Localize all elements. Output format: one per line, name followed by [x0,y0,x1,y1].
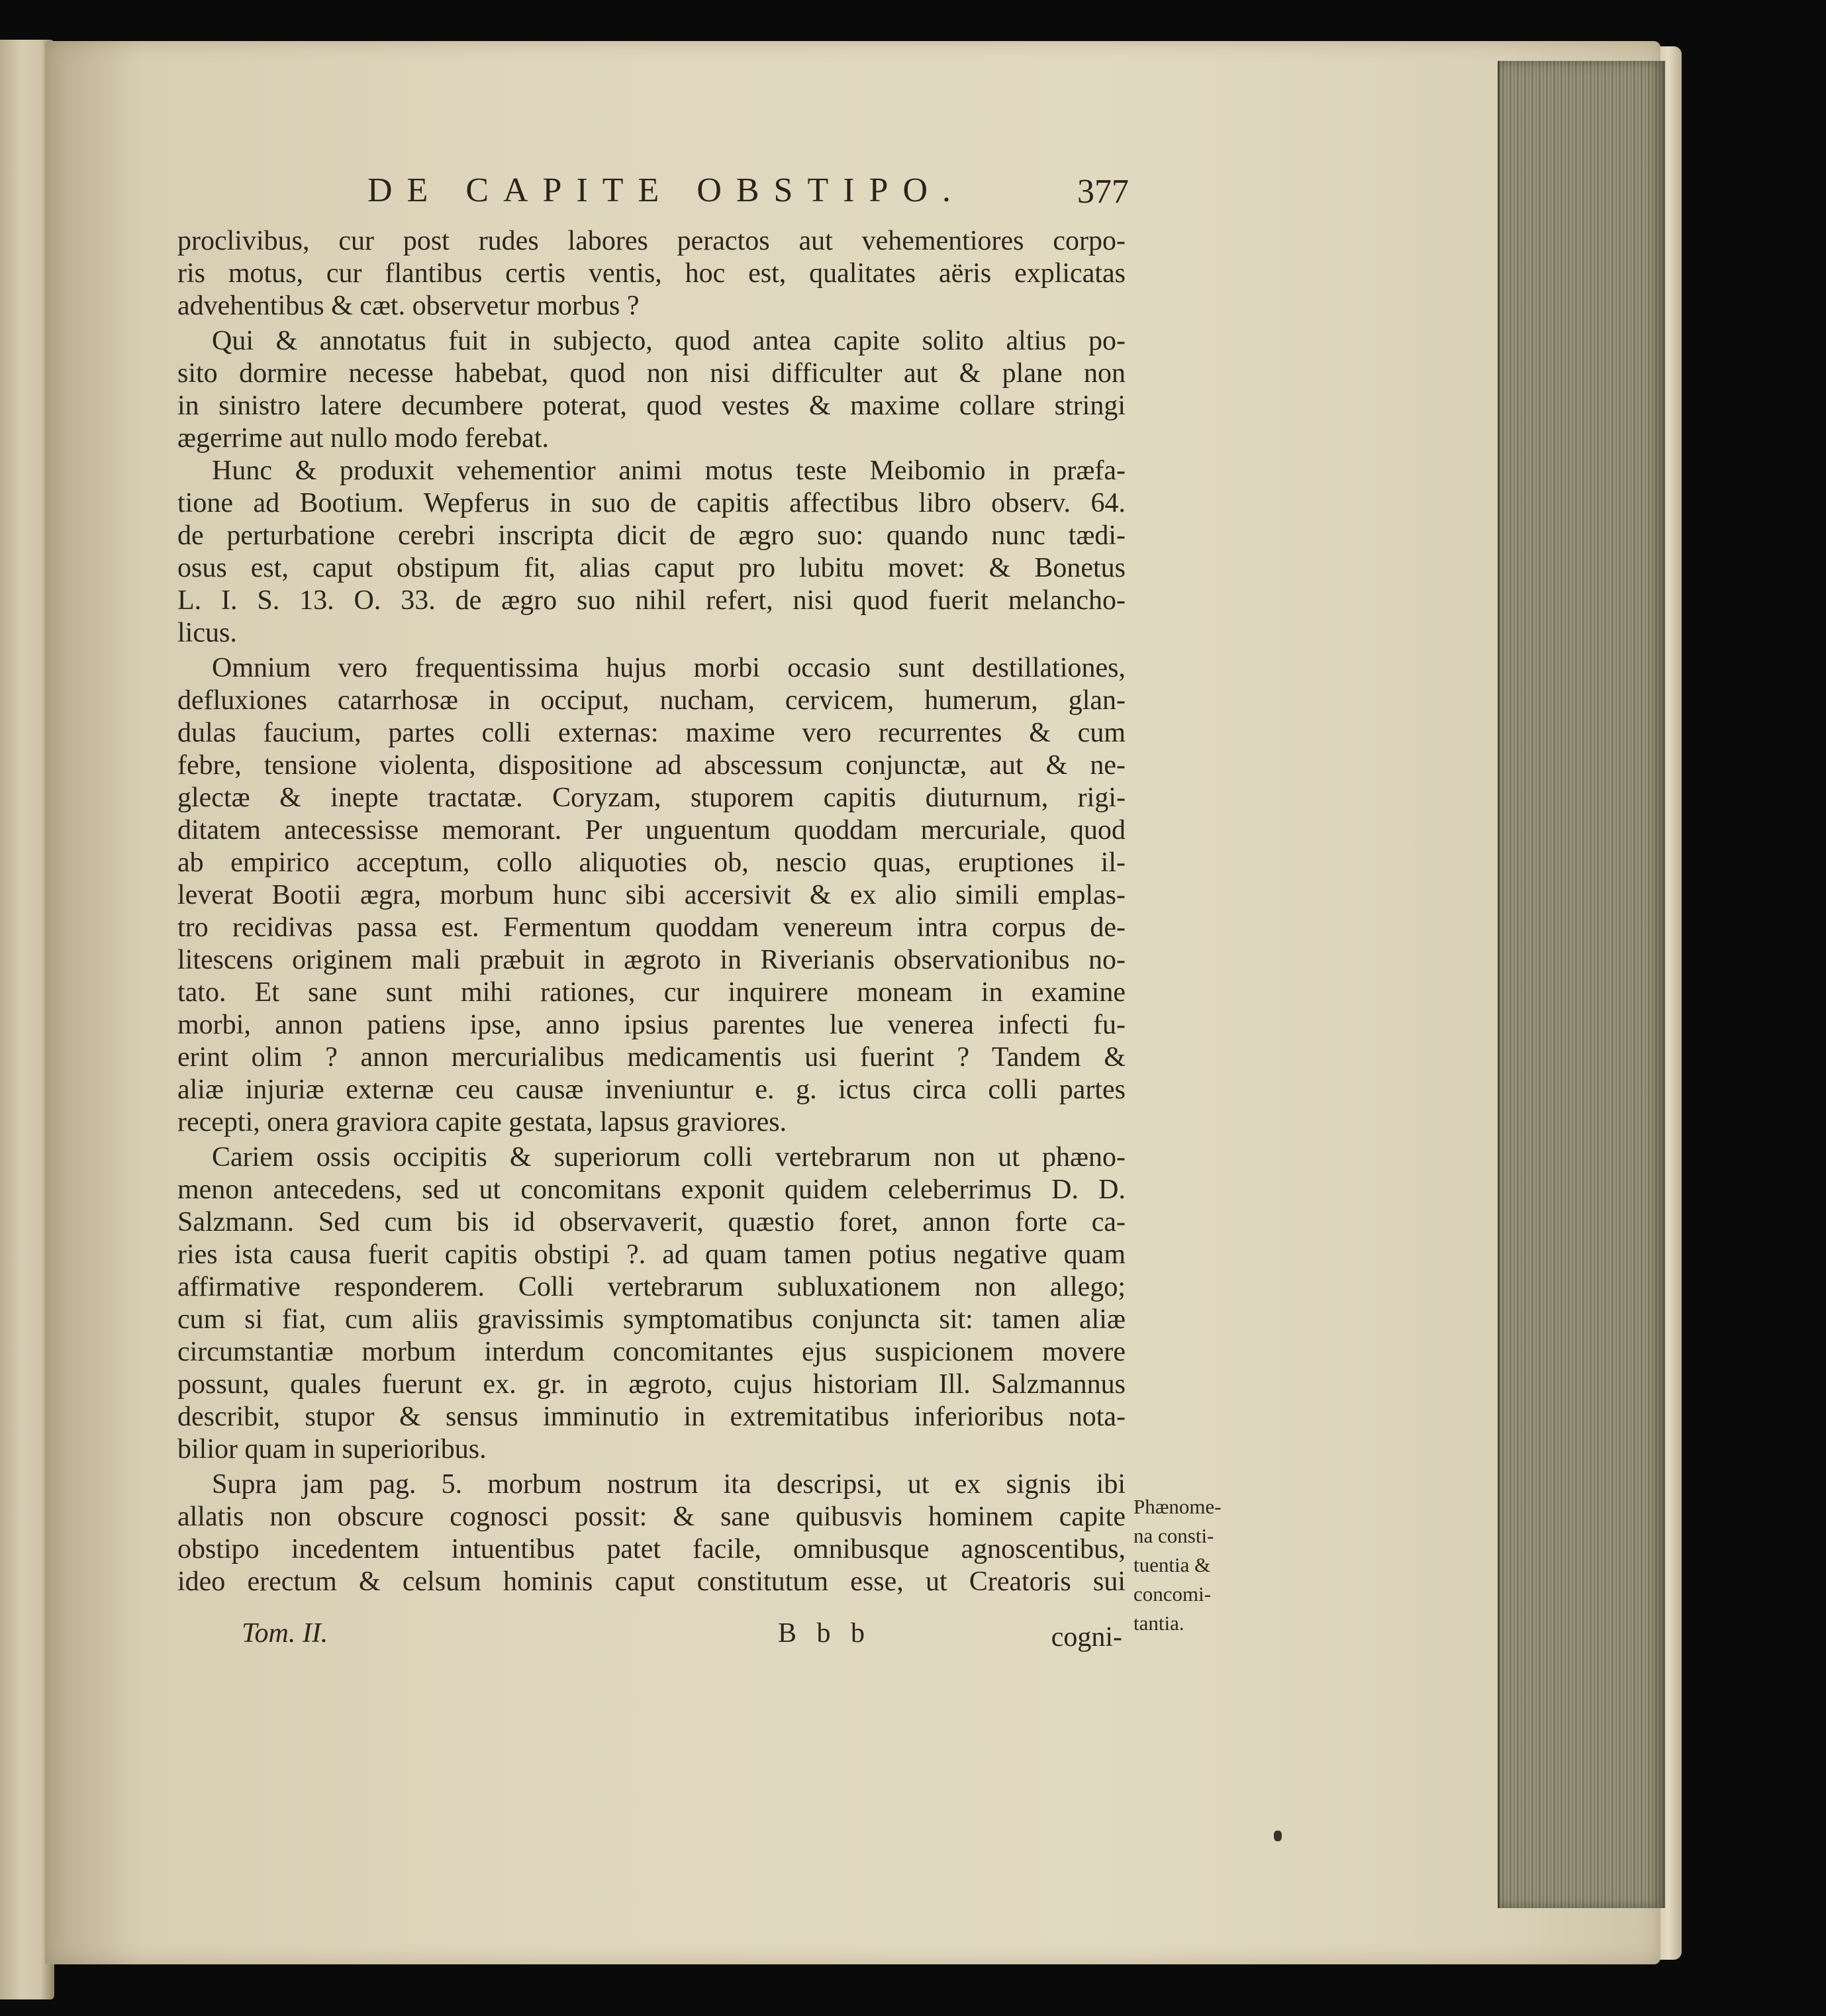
text-line: erint olim ? annon mercurialibus medicamentis usi fuerint ? Tandem & [177,1042,1126,1073]
text-line: litescens originem mali præbuit in ægroto in Riverianis observationibus no- [177,945,1126,975]
text-line: dulas faucium, partes colli externas: maxime vero recurrentes & cum [177,718,1126,748]
text-line: L. I. S. 13. O. 33. de ægro suo nihil refert, nisi quod fuerit melancho- [177,585,1126,616]
marginal-note-line: concomi- [1133,1582,1212,1606]
text-line: menon antecedens, sed ut concomitans exponit quidem celeberrimus D. D. [177,1175,1126,1205]
text-line: tro recidivas passa est. Fermentum quoddam venereum intra corpus de- [177,912,1126,943]
text-line: cum si fiat, cum aliis gravissimis symptomatibus conjuncta sit: tamen aliæ [177,1304,1126,1335]
text-line: affirmative responderem. Colli vertebrarum subluxationem non allego; [177,1272,1126,1302]
text-line: ris motus, cur flantibus certis ventis, hoc est, qualitates aëris explicatas [177,258,1126,289]
text-line: possunt, quales fuerunt ex. gr. in ægroto, cujus historiam Ill. Salzmannus [177,1369,1126,1400]
running-title: DE CAPITE OBSTIPO. [367,171,966,209]
body-text [177,225,1126,1598]
text-line: circumstantiæ morbum interdum concomitantes ejus suspicionem movere [177,1337,1126,1367]
text-line: de perturbatione cerebri inscripta dicit de ægro suo: quando nunc tædi- [177,520,1126,551]
text-line: advehentibus & cæt. observetur morbus ? [177,291,640,321]
page-header [367,171,1129,217]
page-block-fore-edge [1498,61,1665,1908]
page-footer [242,1617,1122,1657]
text-line: obstipo incedentem intuentibus patet facile, omnibusque agnoscentibus, [177,1534,1126,1564]
marginal-note-line: tuentia & [1133,1553,1211,1576]
text-line: ries ista causa fuerit capitis obstipi ?. ad quam tamen potius negative quam [177,1239,1126,1270]
marginal-note-line: tantia. [1133,1611,1184,1635]
text-line: Salzmann. Sed cum bis id observaverit, quæstio foret, annon forte ca- [177,1207,1126,1237]
text-line: allatis non obscure cognosci possit: & sane quibusvis hominem capite [177,1502,1126,1532]
volume-number: Tom. II. [242,1618,328,1649]
marginal-note-line: Phænome- [1133,1495,1222,1518]
text-line: Supra jam pag. 5. morbum nostrum ita descripsi, ut ex signis ibi [212,1469,1126,1500]
text-line: ditatem antecessisse memorant. Per unguentum quoddam mercuriale, quod [177,815,1126,845]
catchword: cogni- [1051,1622,1122,1653]
text-line: leverat Bootii ægra, morbum hunc sibi accersivit & ex alio simili emplas- [177,880,1126,910]
text-line: tato. Et sane sunt mihi rationes, cur inquirere moneam in examine [177,977,1126,1008]
text-line: Hunc & produxit vehementior animi motus teste Meibomio in præfa- [212,456,1126,486]
text-line: ideo erectum & celsum hominis caput constitutum esse, ut Creatoris sui [177,1566,1126,1597]
text-line: Omnium vero frequentissima hujus morbi occasio sunt destillationes, [212,653,1126,683]
text-line: sito dormire necesse habebat, quod non nisi difficulter aut & plane non [177,358,1126,389]
marginal-note [1133,1492,1246,1638]
text-line: tione ad Bootium. Wepferus in suo de capitis affectibus libro observ. 64. [177,488,1126,518]
text-line: in sinistro latere decumbere poterat, quod vestes & maxime collare stringi [177,391,1126,421]
signature-mark: B b b [778,1618,872,1649]
text-line: bilior quam in superioribus. [177,1434,487,1464]
text-line: glectæ & inepte tractatæ. Coryzam, stuporem capitis diuturnum, rigi- [177,783,1126,813]
text-line: morbi, annon patiens ipse, anno ipsius parentes lue venerea infecti fu- [177,1010,1126,1040]
page-number: 377 [1077,173,1129,211]
marginal-note-line: na consti- [1133,1524,1214,1547]
text-line: describit, stupor & sensus imminutio in extremitatibus inferioribus nota- [177,1402,1126,1432]
text-line: licus. [177,618,237,648]
text-line: proclivibus, cur post rudes labores peractos aut vehementiores corpo- [177,226,1126,256]
ink-speck [1274,1831,1282,1841]
text-line: febre, tensione violenta, dispositione ad abscessum conjunctæ, aut & ne- [177,750,1126,781]
text-line: osus est, caput obstipum fit, alias caput pro lubitu movet: & Bonetus [177,553,1126,583]
text-line: ægerrime aut nullo modo ferebat. [177,423,549,454]
text-line: defluxiones catarrhosæ in occiput, nucham, cervicem, humerum, glan- [177,685,1126,716]
text-line: Qui & annotatus fuit in subjecto, quod antea capite solito altius po- [212,326,1126,356]
text-line: ab empirico acceptum, collo aliquoties ob, nescio quas, eruptiones il- [177,847,1126,878]
text-line: Cariem ossis occipitis & superiorum colli vertebrarum non ut phæno- [212,1142,1126,1173]
text-line: recepti, onera graviora capite gestata, lapsus graviores. [177,1107,787,1137]
text-line: aliæ injuriæ externæ ceu causæ inveniuntur e. g. ictus circa colli partes [177,1075,1126,1105]
